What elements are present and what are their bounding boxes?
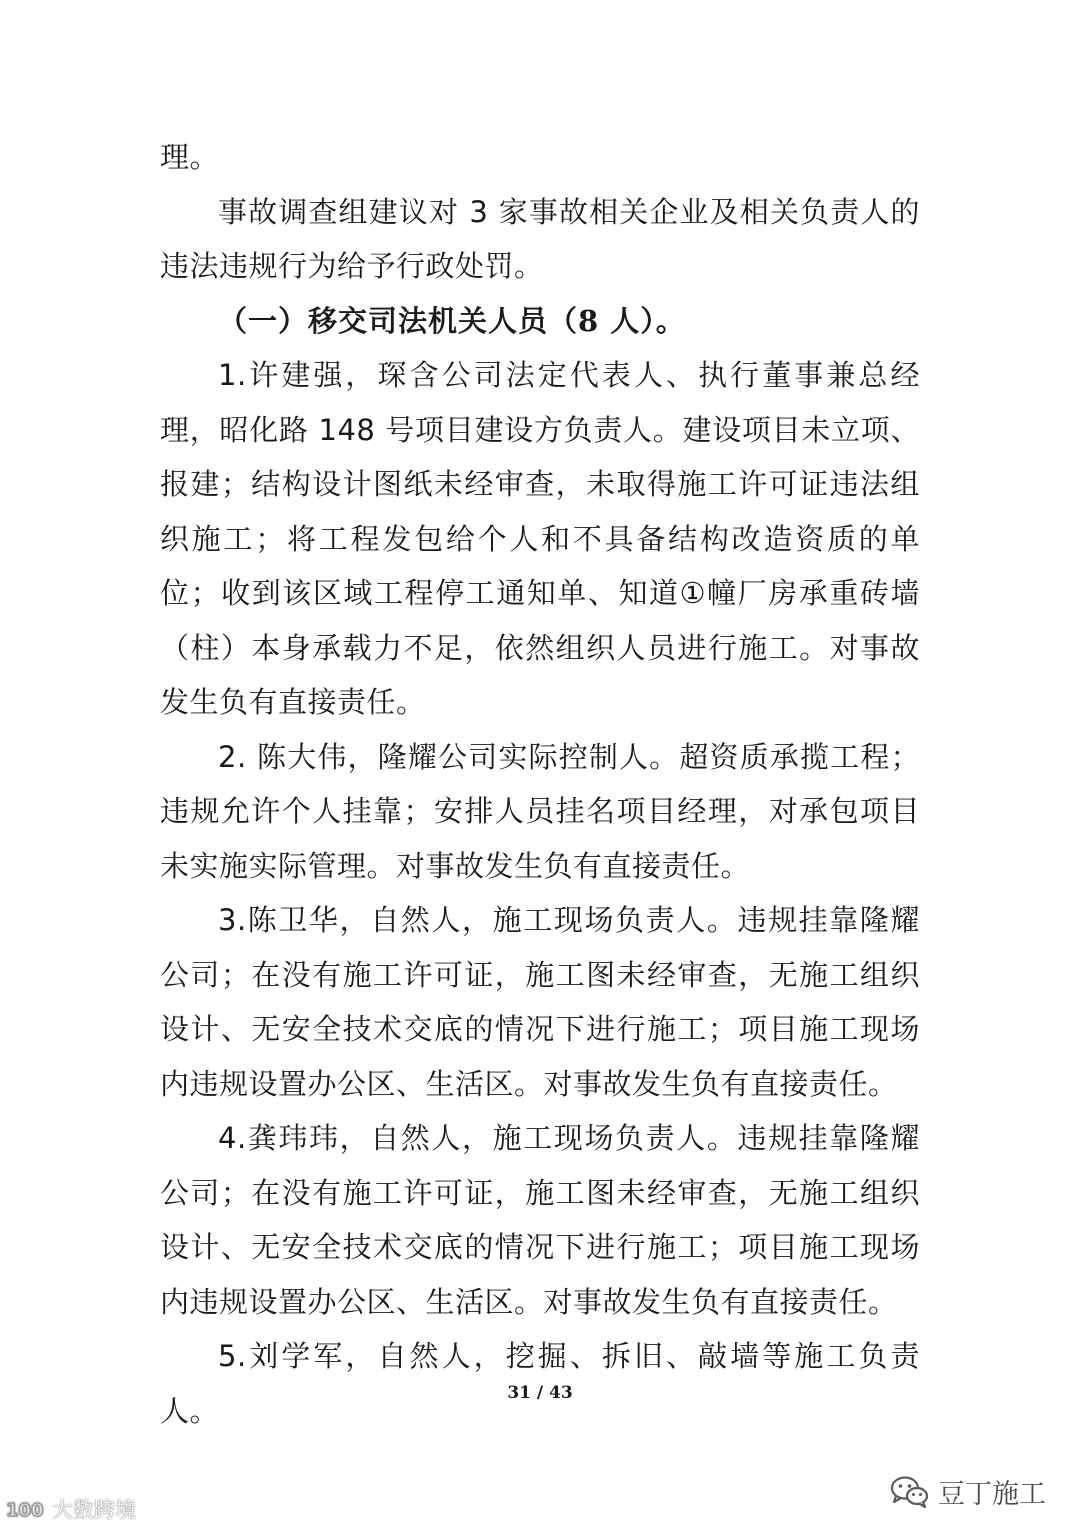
paragraph-recommendation: 事故调查组建议对 3 家事故相关企业及相关负责人的违法违规行为给予行政处罚。 [160,194,920,283]
page-number: 31 / 43 [507,1383,573,1403]
list-item-2: 2. 陈大伟，隆耀公司实际控制人。超资质承揽工程；违规允许个人挂靠；安排人员挂名项目经理，对承包项目未实施实际管理。对事故发生负有直接责任。 [160,739,920,883]
list-item-3: 3.陈卫华，自然人，施工现场负责人。违规挂靠隆耀公司；在没有施工许可证，施工图未经审查，无施工组织设计、无安全技术交底的情况下进行施工；项目施工现场内违规设置办公区、生活区。对事故发生负有直接责任。 [160,903,920,1101]
list-item-4: 4.龚玮玮，自然人，施工现场负责人。违规挂靠隆耀公司；在没有施工许可证，施工图未经审查，无施工组织设计、无安全技术交底的情况下进行施工；项目施工现场内违规设置办公区、生活区。对事故发生负有直接责任。 [160,1121,920,1319]
site-brand-name: 大数跨境 [52,1498,136,1522]
paragraph-continuation: 理。 [160,140,220,174]
site-watermark [4,1494,136,1524]
list-item-5: 5.刘学军，自然人，挖掘、拆旧、敲墙等施工负责人。 [160,1339,920,1428]
section-heading: （一）移交司法机关人员（8 人）。 [218,303,686,338]
list-item-1: 1.许建强，琛含公司法定代表人、执行董事兼总经理，昭化路 148 号项目建设方负责人。建设项目未立项、报建；结构设计图纸未经审查，未取得施工许可证违法组织施工；将工程发包给个人和不具备结构改造资质的单位；收到该区域工程停工通知单、知道①幢厂房承重砖墙（柱）本身承载力不足，依然组织人员进行施工。对事故发生负有直接责任。 [160,358,920,719]
document-body [160,130,920,1438]
wechat-brand-name: 豆丁施工 [938,1479,1046,1510]
brand-logo-icon [4,1496,48,1522]
logo-text: 100 [6,1500,44,1521]
wechat-icon [890,1475,930,1509]
wechat-watermark [890,1472,1046,1511]
